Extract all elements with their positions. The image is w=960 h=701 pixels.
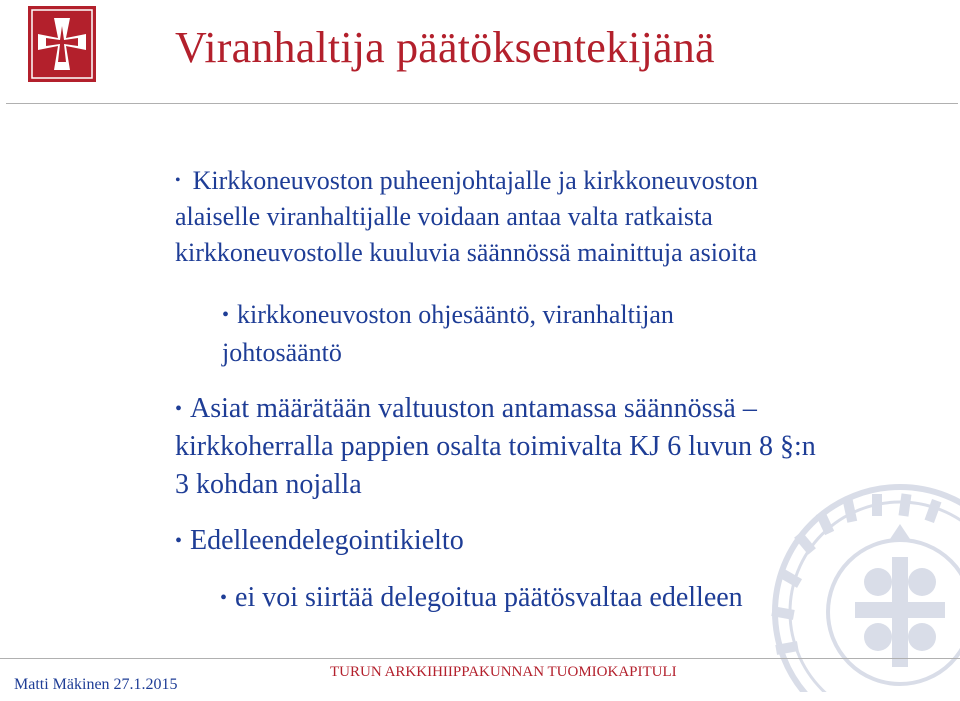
bullet-dot: • [175,172,181,189]
bullet-redelegation-ban [175,522,464,560]
bullet-line: ei voi siirtää delegoitua päätösvaltaa edelleen [235,582,743,613]
bullet-delegation [175,163,758,271]
bullet-line: 3 kohdan nojalla [175,469,362,500]
slide-title: Viranhaltija päätöksentekijänä [175,23,715,72]
bullet-dot: • [220,587,228,609]
bullet-line: Kirkkoneuvoston puheenjohtajalle ja kirkkoneuvoston [192,166,758,195]
sub-bullet-rules [222,296,674,372]
bullet-line: Asiat määrätään valtuuston antamassa säännössä – [190,393,757,424]
sub-bullet-no-transfer [220,579,743,617]
footer-organization: TURUN ARKKIHIIPPAKUNNAN TUOMIOKAPITULI [330,664,677,680]
footer-divider [0,658,960,659]
bullet-line: Edelleendelegointikielto [190,525,464,556]
bullet-line: alaiselle viranhaltijalle voidaan antaa valta ratkaista [175,202,713,231]
bullet-line: kirkkoneuvostolle kuuluvia säännössä mainittuja asioita [175,238,758,267]
bullet-line: kirkkoherralla pappien osalta toimivalta KJ 6 luvun 8 §:n [175,431,816,462]
footer-author-date: Matti Mäkinen 27.1.2015 [14,676,178,693]
bullet-line: johtosääntö [222,338,342,367]
bullet-line: kirkkoneuvoston ohjesääntö, viranhaltijan [237,300,674,329]
bullet-council-rules [175,390,816,504]
bullet-dot: • [175,398,183,420]
bullet-dot: • [222,304,230,326]
bullet-dot: • [175,530,183,552]
